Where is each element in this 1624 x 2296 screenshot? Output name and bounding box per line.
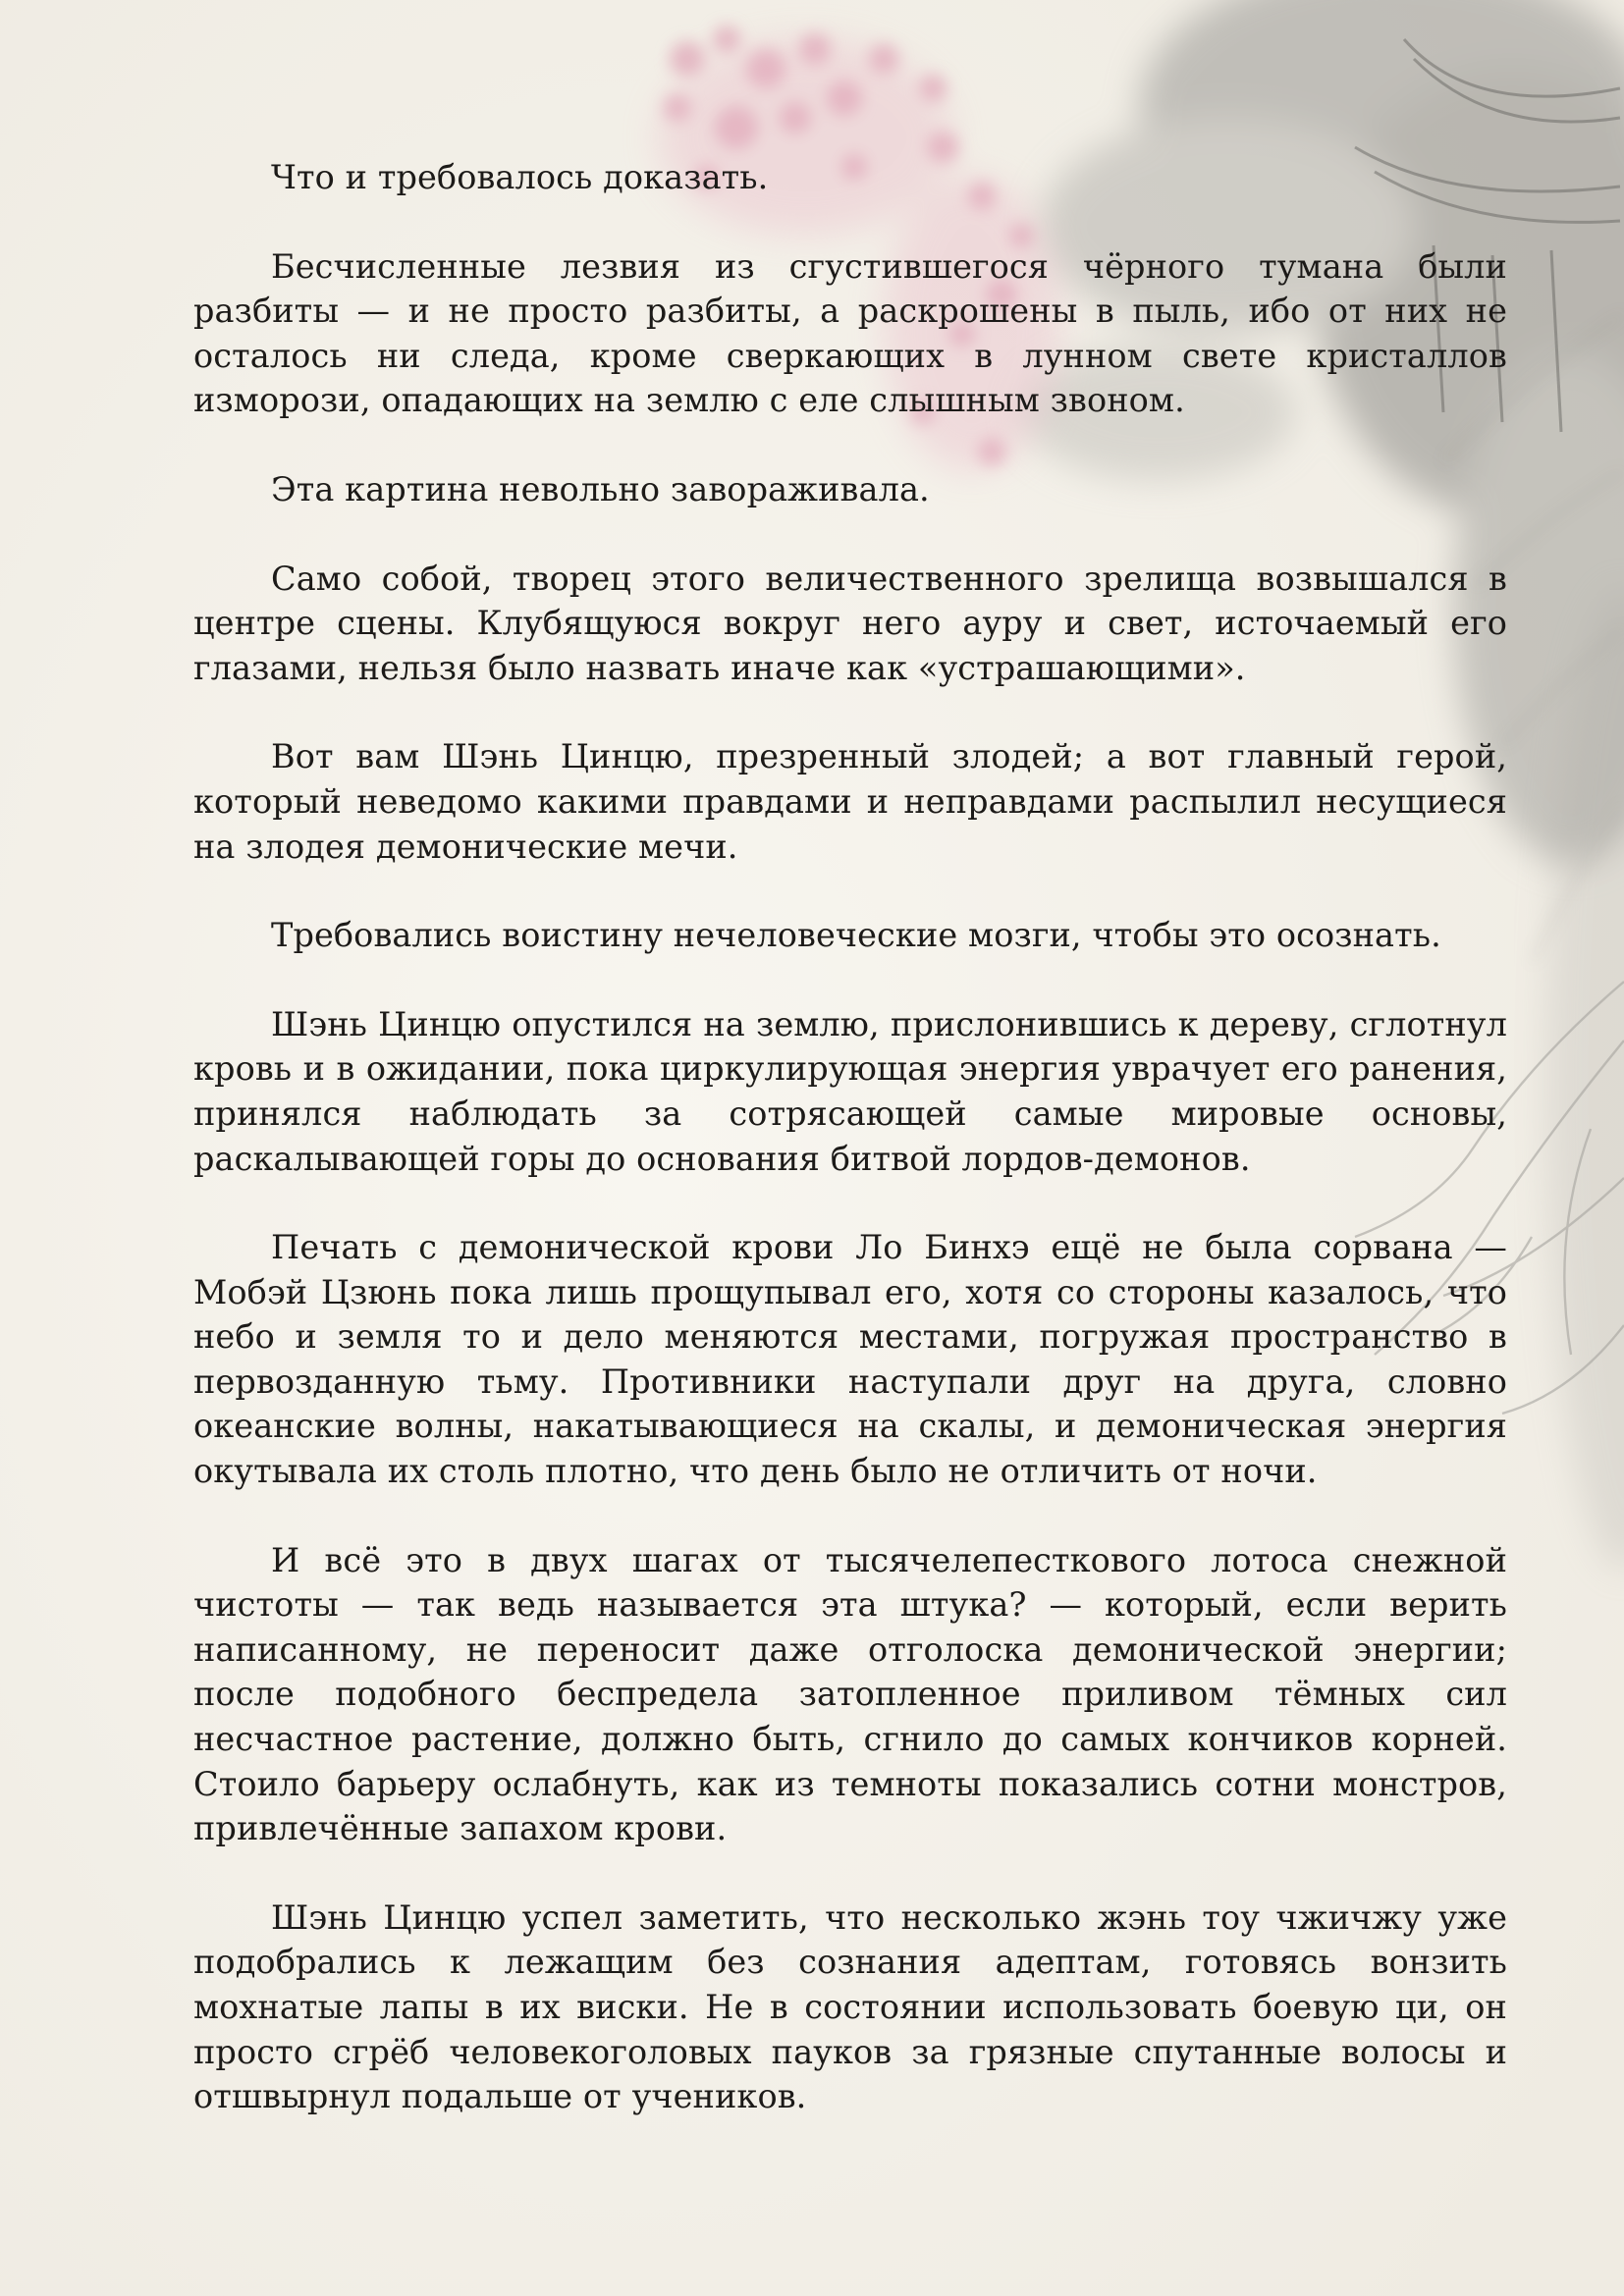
paragraph-10: Шэнь Цинцю успел заметить, что несколько жэнь тоу чжичжу уже подобрались к лежащим без сознания адептам, готовясь вонзить мохнатые лапы в их виски. Не в состоянии использовать боевую ци, он просто сгрёб человекоголовых пауков за грязные спутанные волосы и отшвырнул подальше от учеников. <box>193 1897 1507 2116</box>
paragraph-5: Вот вам Шэнь Цинцю, презренный злодей; а вот главный герой, который неведомо какими правдами и неправдами распылил несущиеся на злодея демонические мечи. <box>193 737 1507 866</box>
paragraph-3: Эта картина невольно завораживала. <box>271 469 930 508</box>
document-text <box>193 155 1507 2163</box>
paragraph-6: Требовались воистину нечеловеческие мозги, чтобы это осознать. <box>271 916 1441 955</box>
paragraph-1: Что и требовалось доказать. <box>271 158 769 196</box>
paragraph-8: Печать с демонической крови Ло Бинхэ ещё не была сорвана — Мобэй Цзюнь пока лишь прощупывал его, хотя со стороны казалось, что небо и земля то и дело меняются местами, погружая пространство в первозданную тьму. Противники наступали друг на друга, словно океанские волны, накатывающиеся на скалы, и демоническая энергия окутывала их столь плотно, что день было не отличить от ночи. <box>193 1228 1507 1491</box>
paragraph-7: Шэнь Цинцю опустился на землю, прислонившись к дереву, сглотнул кровь и в ожидании, пока циркулирующая энергия уврачует его ранения, принялся наблюдать за сотрясающей самые мировые основы, раскалывающей горы до основания битвой лордов-демонов. <box>193 1004 1507 1178</box>
paragraph-9: И всё это в двух шагах от тысячелепесткового лотоса снежной чистоты — так ведь называется эта штука? — который, если верить написанному, не переносит даже отголоска демонической энергии; после подобного беспредела затопленное приливом тёмных сил несчастное растение, должно быть, сгнило до самых кончиков корней. Стоило барьеру ослабнуть, как из темноты показались сотни монстров, привлечённые запахом крови. <box>193 1540 1507 1848</box>
paragraph-4: Само собой, творец этого величественного зрелища возвышался в центре сцены. Клубящуюся вокруг него ауру и свет, источаемый его глазами, нельзя было назвать иначе как «устрашающими». <box>193 559 1507 687</box>
paragraph-2: Бесчисленные лезвия из сгустившегося чёрного тумана были разбиты — и не просто разбиты, а раскрошены в пыль, ибо от них не осталось ни следа, кроме сверкающих в лунном свете кристаллов изморози, опадающих на землю с еле слышным звоном. <box>193 246 1507 420</box>
